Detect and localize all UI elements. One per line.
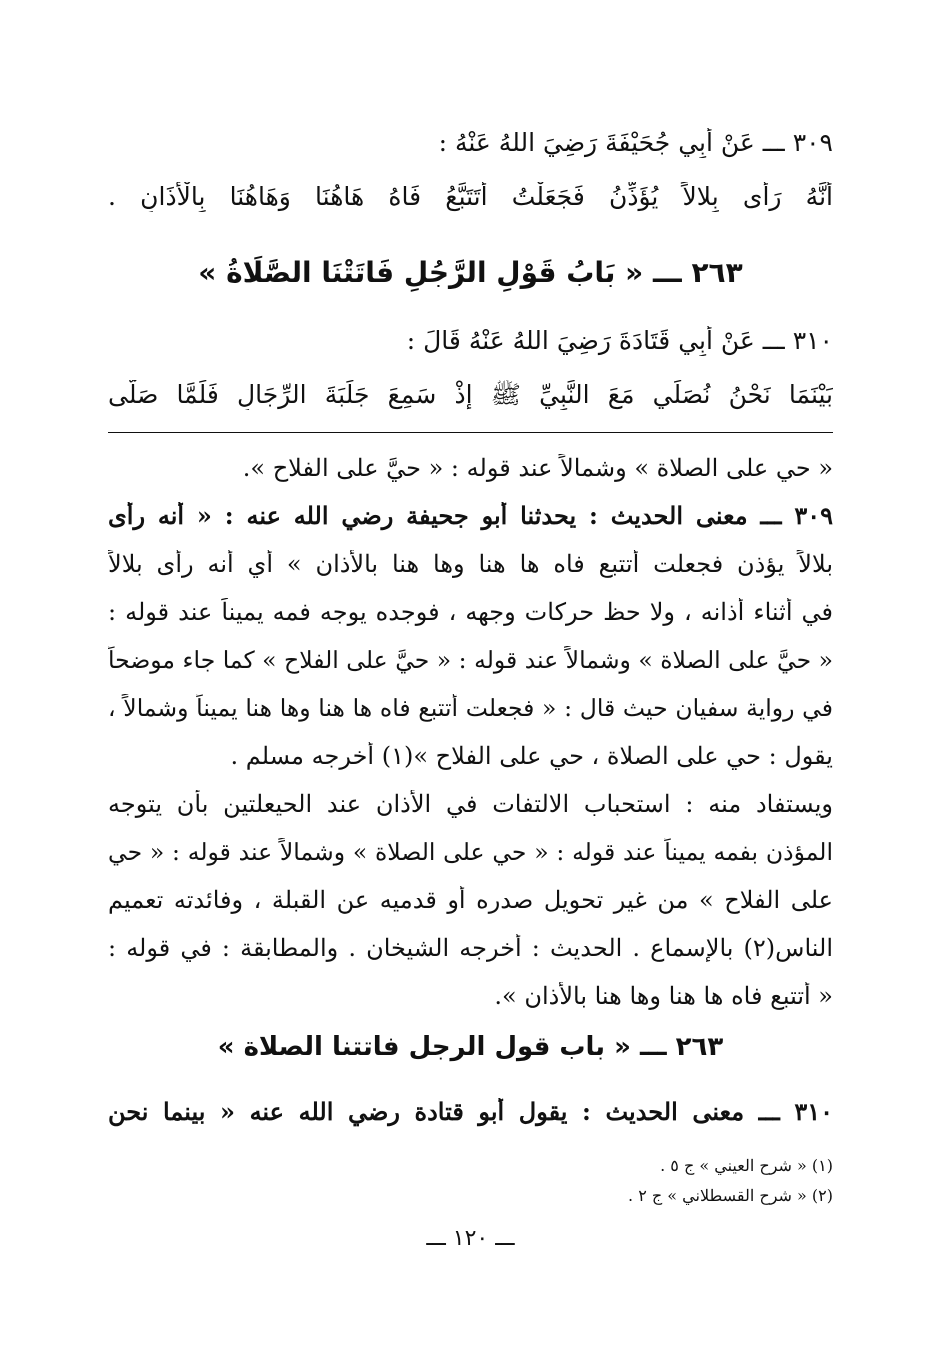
- commentary-line: المؤذن بفمه يميناً عند قوله : « حي على الصلاة » وشمالاً عند قوله : « حي: [108, 838, 833, 866]
- commentary-line: « حي على الصلاة » وشمالاً عند قوله : « حيَّ على الفلاح ».: [242, 454, 833, 482]
- hadith-310-heading: ٣١٠ ـــ عَنْ أَبِي قَتَادَةَ رَضِيَ اللهُ عَنْهُ قَالَ :: [406, 326, 833, 355]
- hadith-309-heading: ٣٠٩ ـــ عَنْ أَبِي جُحَيْفَةَ رَضِيَ اللهُ عَنْهُ :: [438, 128, 833, 157]
- commentary-line: في رواية سفيان حيث قال : « فجعلت أتتبع فاه ها هنا وها هنا يميناً وشمالاً ،: [108, 694, 833, 722]
- chapter-heading: ٢٦٣ ـــ « بَابُ قَوْلِ الرَّجُلِ فَاتَتْنَا الصَّلَاةُ »: [198, 256, 743, 289]
- separator-line: [108, 432, 833, 433]
- commentary-chapter-heading: ٢٦٣ ـــ « باب قول الرجل فاتتنا الصلاة »: [217, 1032, 724, 1062]
- commentary-line: في أثناء أذانه ، ولا حظ حركات وجهه ، فوجده يوجه فمه يميناً عند قوله :: [108, 598, 833, 626]
- commentary-line: ويستفاد منه : استحباب الالتفات في الأذان عند الحيعلتين بأن يتوجه: [108, 790, 833, 818]
- footnote-2: (٢) « شرح القسطلاني » ج ٢ .: [628, 1186, 833, 1205]
- commentary-line: « أتتبع فاه ها هنا وها هنا بالأذان ».: [494, 982, 833, 1010]
- commentary-line: الناس(٢) بالإسماع . الحديث : أخرجه الشيخان . والمطابقة : في قوله :: [108, 934, 833, 962]
- commentary-line: على الفلاح » من غير تحويل صدره أو قدميه عن القبلة ، وفائدته تعميم: [108, 886, 833, 914]
- hadith-310-text: بَيْنَمَا نَحْنُ نُصَلِّي مَعَ النَّبِيِّ ﷺ إِذْ سَمِعَ جَلَبَةَ الرِّجَالِ فَلَمَّا صَلَّى: [108, 380, 833, 409]
- commentary-line: يقول : حي على الصلاة ، حي على الفلاح »(١) أخرجه مسلم .: [230, 742, 833, 770]
- commentary-line: ٣٠٩ ـــ معنى الحديث : يحدثنا أبو جحيفة رضي الله عنه : « أنه رأى: [108, 502, 833, 530]
- commentary-line: « حيَّ على الصلاة » وشمالاً عند قوله : « حيَّ على الفلاح » كما جاء موضحاً: [108, 646, 833, 674]
- commentary-310-line: ٣١٠ ـــ معنى الحديث : يقول أبو قتادة رضي الله عنه « بينما نحن: [108, 1098, 833, 1126]
- page-number: ـــ ١٢٠ ـــ: [426, 1226, 515, 1251]
- footnote-1: (١) « شرح العيني » ج ٥ .: [660, 1156, 833, 1175]
- hadith-309-text: أَنَّهُ رَأَى بِلالاً يُؤَذِّنُ فَجَعَلْتُ أَتَتَبَّعُ فَاهُ هَاهُنَا وَهَاهُنَا بِالْأَذَانِ .: [108, 182, 833, 211]
- commentary-line: بلالاً يؤذن فجعلت أتتبع فاه ها هنا وها هنا بالأذان » أي أنه رأى بلالاً: [108, 550, 833, 578]
